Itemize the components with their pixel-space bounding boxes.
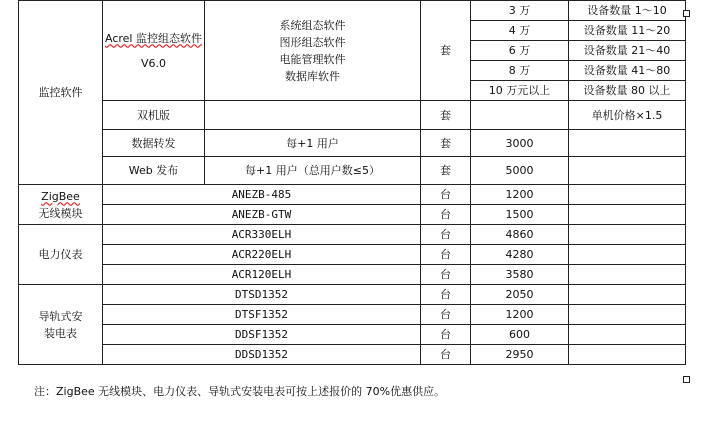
- table-row: [19, 101, 686, 130]
- price-cell: 10 万元以上: [471, 81, 569, 101]
- price-cell: 3000: [471, 130, 569, 157]
- price-cell: 4 万: [471, 21, 569, 41]
- model-cell: ANEZB-GTW: [103, 205, 421, 225]
- product-name-cell: [103, 1, 205, 101]
- price-cell: 8 万: [471, 61, 569, 81]
- model-cell: ACR330ELH: [103, 225, 421, 245]
- product-name: [105, 30, 202, 47]
- desc-cell: 每+1 用户（总用户数≤5）: [205, 157, 421, 185]
- item-name-cell: Web 发布: [103, 157, 205, 185]
- unit-cell: 台: [421, 325, 471, 345]
- price-cell: 3 万: [471, 1, 569, 21]
- category-line: 导轨式安: [38, 309, 83, 323]
- model-cell: DTSF1352: [103, 305, 421, 325]
- price-cell: 1200: [471, 185, 569, 205]
- price-table: [18, 0, 686, 365]
- price-cell: [471, 101, 569, 130]
- price-cell: 2050: [471, 285, 569, 305]
- unit-cell: 套: [421, 157, 471, 185]
- unit-cell: 台: [421, 305, 471, 325]
- module-item: 系统组态软件: [279, 18, 346, 32]
- item-name-cell: 双机版: [103, 101, 205, 130]
- table-end-marker: [683, 10, 690, 17]
- table-row: [19, 225, 686, 245]
- module-item: 图形组态软件: [279, 35, 346, 49]
- model-cell: ACR120ELH: [103, 265, 421, 285]
- note-cell: 设备数量 11～20: [569, 21, 686, 41]
- table-resize-handle[interactable]: [683, 376, 690, 383]
- model-cell: DDSD1352: [103, 345, 421, 365]
- table-row: [19, 245, 686, 265]
- desc-cell: [205, 101, 421, 130]
- category-cell: [19, 285, 103, 365]
- table-row: [19, 285, 686, 305]
- price-cell: 1500: [471, 205, 569, 225]
- unit-cell: 套: [421, 130, 471, 157]
- unit-cell: 台: [421, 205, 471, 225]
- note-cell: [569, 157, 686, 185]
- item-name-cell: 数据转发: [103, 130, 205, 157]
- note-cell: 设备数量 41～80: [569, 61, 686, 81]
- module-item: 数据库软件: [285, 69, 340, 83]
- note-cell: [569, 265, 686, 285]
- category-line: 装电表: [44, 326, 77, 340]
- table-row: [19, 305, 686, 325]
- table-row: [19, 205, 686, 225]
- model-cell: DDSF1352: [103, 325, 421, 345]
- note-cell: 单机价格×1.5: [569, 101, 686, 130]
- unit-cell: 台: [421, 185, 471, 205]
- desc-cell: 每+1 用户: [205, 130, 421, 157]
- footnote: 注：ZigBee 无线模块、电力仪表、导轨式安装电表可按上述报价的 70%优惠供应。: [34, 385, 446, 398]
- note-cell: [569, 345, 686, 365]
- note-cell: 设备数量 21～40: [569, 41, 686, 61]
- note-cell: [569, 245, 686, 265]
- note-cell: [569, 305, 686, 325]
- note-cell: [569, 205, 686, 225]
- price-cell: 5000: [471, 157, 569, 185]
- note-cell: [569, 325, 686, 345]
- note-cell: [569, 225, 686, 245]
- note-cell: 设备数量 80 以上: [569, 81, 686, 101]
- unit-cell: 台: [421, 265, 471, 285]
- table-row: [19, 185, 686, 205]
- product-version: V6.0: [140, 56, 167, 70]
- table-row: [19, 265, 686, 285]
- note-cell: [569, 130, 686, 157]
- table-row: [19, 130, 686, 157]
- model-cell: ACR220ELH: [103, 245, 421, 265]
- price-cell: 600: [471, 325, 569, 345]
- price-cell: 6 万: [471, 41, 569, 61]
- price-cell: 2950: [471, 345, 569, 365]
- unit-cell: 套: [421, 1, 471, 101]
- table-row: [19, 325, 686, 345]
- table-row: [19, 157, 686, 185]
- table-row: [19, 1, 686, 21]
- price-cell: 1200: [471, 305, 569, 325]
- module-list-cell: [205, 1, 421, 101]
- note-cell: [569, 285, 686, 305]
- note-cell: [569, 185, 686, 205]
- price-cell: 3580: [471, 265, 569, 285]
- unit-cell: 台: [421, 345, 471, 365]
- category-cell: [19, 185, 103, 225]
- table-row: [19, 345, 686, 365]
- brand-name: Acrel 监控组态软件: [105, 31, 202, 45]
- unit-cell: 台: [421, 285, 471, 305]
- model-cell: ANEZB-485: [103, 185, 421, 205]
- note-cell: 设备数量 1～10: [569, 1, 686, 21]
- unit-cell: 套: [421, 101, 471, 130]
- category-cell: 电力仪表: [19, 225, 103, 285]
- category-line: 无线模块: [38, 206, 83, 220]
- category-cell: 监控软件: [19, 1, 103, 185]
- unit-cell: 台: [421, 245, 471, 265]
- module-item: 电能管理软件: [279, 52, 346, 66]
- price-cell: 4860: [471, 225, 569, 245]
- price-cell: 4280: [471, 245, 569, 265]
- unit-cell: 台: [421, 225, 471, 245]
- category-line: ZigBee: [41, 189, 80, 203]
- model-cell: DTSD1352: [103, 285, 421, 305]
